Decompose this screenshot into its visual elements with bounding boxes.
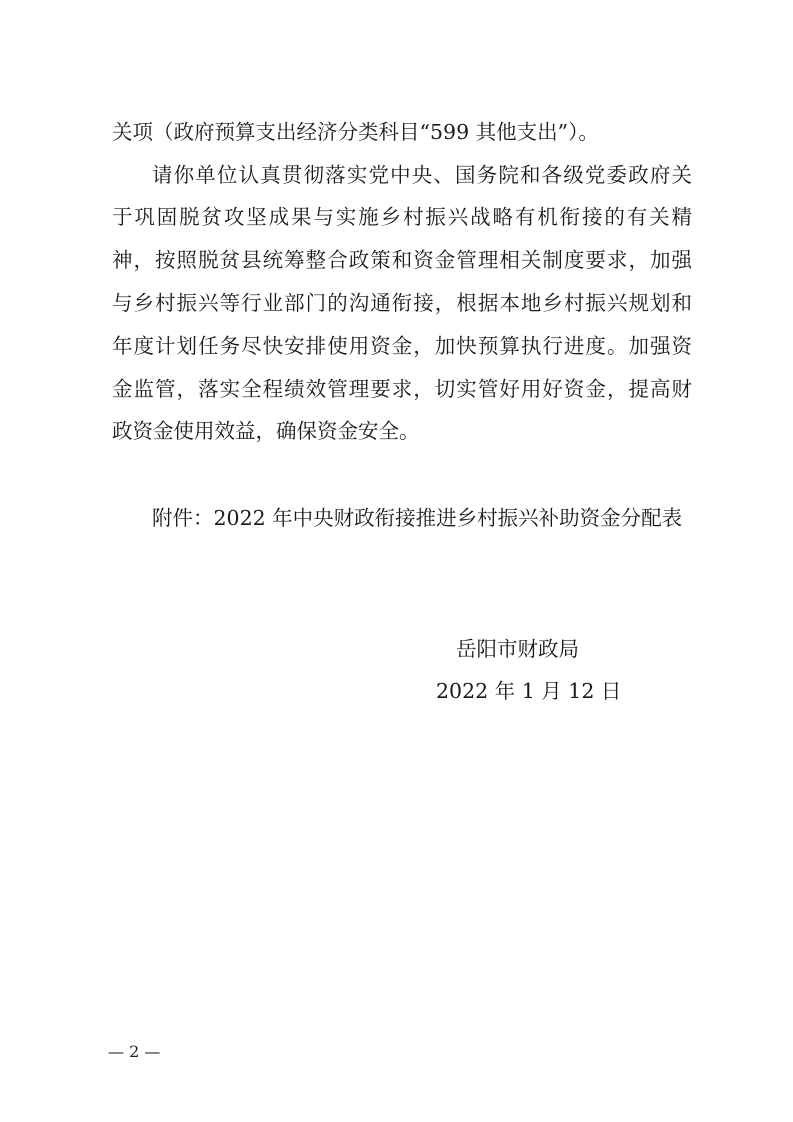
signature-date: 2022 年 1 月 12 日 bbox=[436, 679, 622, 703]
body-line-2: 请你单位认真贯彻落实党中央、国务院和各级党委政府关 bbox=[152, 163, 692, 187]
body-line-5: 与乡村振兴等行业部门的沟通衔接，根据本地乡村振兴规划和 bbox=[112, 291, 692, 315]
body-line-3: 于巩固脱贫攻坚成果与实施乡村振兴战略有机衔接的有关精 bbox=[112, 205, 692, 229]
body-line-6: 年度计划任务尽快安排使用资金，加快预算执行进度。加强资 bbox=[112, 334, 692, 358]
body-line-8: 政资金使用效益，确保资金安全。 bbox=[112, 419, 420, 443]
body-line-1: 关项（政府预算支出经济分类科目“599 其他支出”）。 bbox=[112, 120, 599, 144]
body-line-4: 神，按照脱贫县统筹整合政策和资金管理相关制度要求，加强 bbox=[112, 248, 692, 272]
page-number: — 2 — bbox=[108, 1042, 161, 1061]
body-line-7: 金监管，落实全程绩效管理要求，切实管好用好资金，提高财 bbox=[112, 377, 692, 401]
attachment-note: 附件：2022 年中央财政衔接推进乡村振兴补助资金分配表 bbox=[152, 506, 683, 530]
signature-organization: 岳阳市财政局 bbox=[456, 637, 579, 661]
